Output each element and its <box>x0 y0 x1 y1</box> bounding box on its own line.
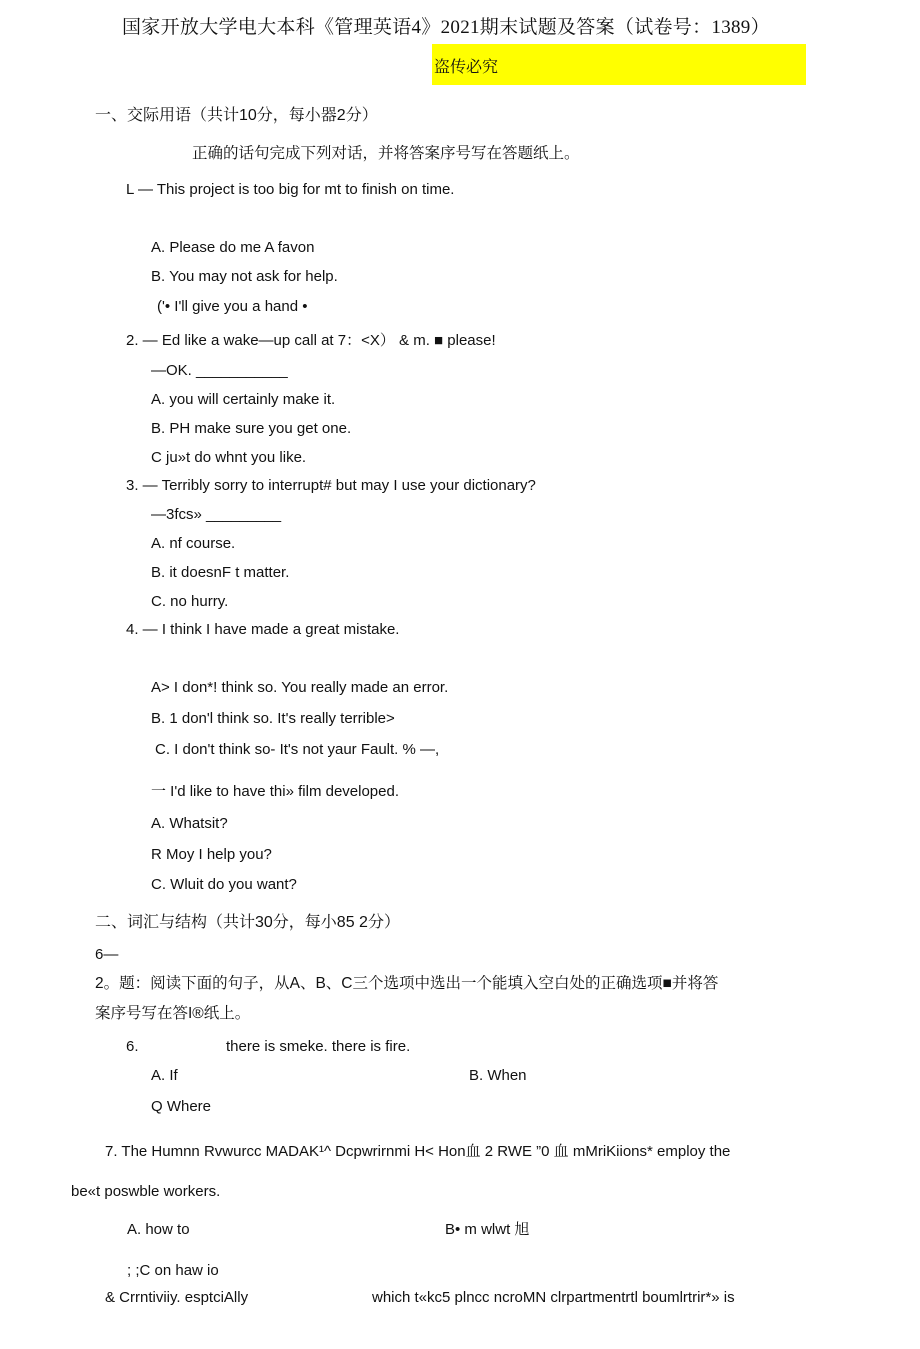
question-1-option-c: ('• I'll give you a hand • <box>157 298 308 315</box>
section-heading-1: 一、交际用语（共计10分，每小器2分） <box>95 107 378 124</box>
section-heading-2: 二、词汇与结构（共计30分，每小85 2分） <box>95 914 400 931</box>
question-4-option-c: C. I don't think so- It's not yaur Fault. % —, <box>155 741 440 758</box>
question-4-option-a: A> I don*! think so. You really made an error. <box>151 679 449 696</box>
question-3-option-c: C. no hurry. <box>151 593 229 610</box>
section-2-sub: 6— <box>95 946 119 963</box>
question-5-option-b: R Moy I help you? <box>151 846 272 863</box>
question-8-stem-right: which t«kc5 plncc ncroMN clrpartmentrtl boumlrtrir*» is <box>372 1289 735 1306</box>
question-5-option-c: C. Wluit do you want? <box>151 876 297 893</box>
question-5-option-a: A. Whatsit? <box>151 815 228 832</box>
question-1-option-b: B. You may not ask for help. <box>151 268 338 285</box>
question-8-stem-left: & Crrntiviiy. esptciAlly <box>105 1289 249 1306</box>
question-6-option-a: A. If <box>151 1067 178 1084</box>
question-4-stem: 4. — I think I have made a great mistake. <box>126 621 400 638</box>
question-7-option-c: ; ;C on haw io <box>127 1262 219 1279</box>
question-7-stem-line2: be«t poswble workers. <box>71 1183 221 1200</box>
section-instruction-1: 正确的话句完成下列对话，并将答案序号写在答题纸上。 <box>192 145 580 162</box>
question-2-option-c: C ju»t do whnt you like. <box>151 449 307 466</box>
question-7-stem-line1: 7. The Humnn Rvwurcc MADAK¹^ Dcpwrirnmi H< Hon血 2 RWE ”0 血 mMriKiions* employ the <box>105 1143 731 1160</box>
question-6-stem: there is smeke. there is fire. <box>226 1038 411 1055</box>
question-3-reply: —3fcs» _________ <box>151 506 282 523</box>
question-2-option-a: A. you will certainly make it. <box>151 391 336 408</box>
question-4-option-b: B. 1 don'l think so. It's really terrible> <box>151 710 395 727</box>
question-3-option-a: A. nf course. <box>151 535 236 552</box>
question-6-option-c: Q Where <box>151 1098 212 1115</box>
question-1-option-a: A. Please do me A favon <box>151 239 315 256</box>
document-title: 国家开放大学电大本科《管理英语4》2021期末试题及答案（试卷号：1389） <box>122 17 770 38</box>
question-5-stem: 一 I'd like to have thi» film developed. <box>151 783 399 800</box>
question-2-option-b: B. PH make sure you get one. <box>151 420 352 437</box>
question-7-option-a: A. how to <box>127 1221 190 1238</box>
question-1-stem: L — This project is too big for mt to finish on time. <box>126 181 455 198</box>
question-2-reply: —OK. ___________ <box>151 362 288 379</box>
question-3-option-b: B. it doesnF t matter. <box>151 564 290 581</box>
question-3-stem: 3. — Terribly sorry to interrupt# but may I use your dictionary? <box>126 477 536 494</box>
question-2-stem: 2. — Ed like a wake—up call at 7：<X） & m. ■ please! <box>126 332 496 349</box>
banner-text: 盗传必究 <box>434 59 499 76</box>
question-6-number: 6. <box>126 1038 139 1055</box>
section-instruction-2-line1: 2。题：阅读下面的句子，从A、B、C三个选项中选出一个能填入空白处的正确选项■并将答 <box>95 975 719 992</box>
question-7-option-b: B• m wlwt 旭 <box>445 1221 530 1238</box>
highlight-banner <box>432 44 806 85</box>
question-6-option-b: B. When <box>469 1067 527 1084</box>
section-instruction-2-line2: 案序号写在答I®纸上。 <box>95 1005 251 1022</box>
